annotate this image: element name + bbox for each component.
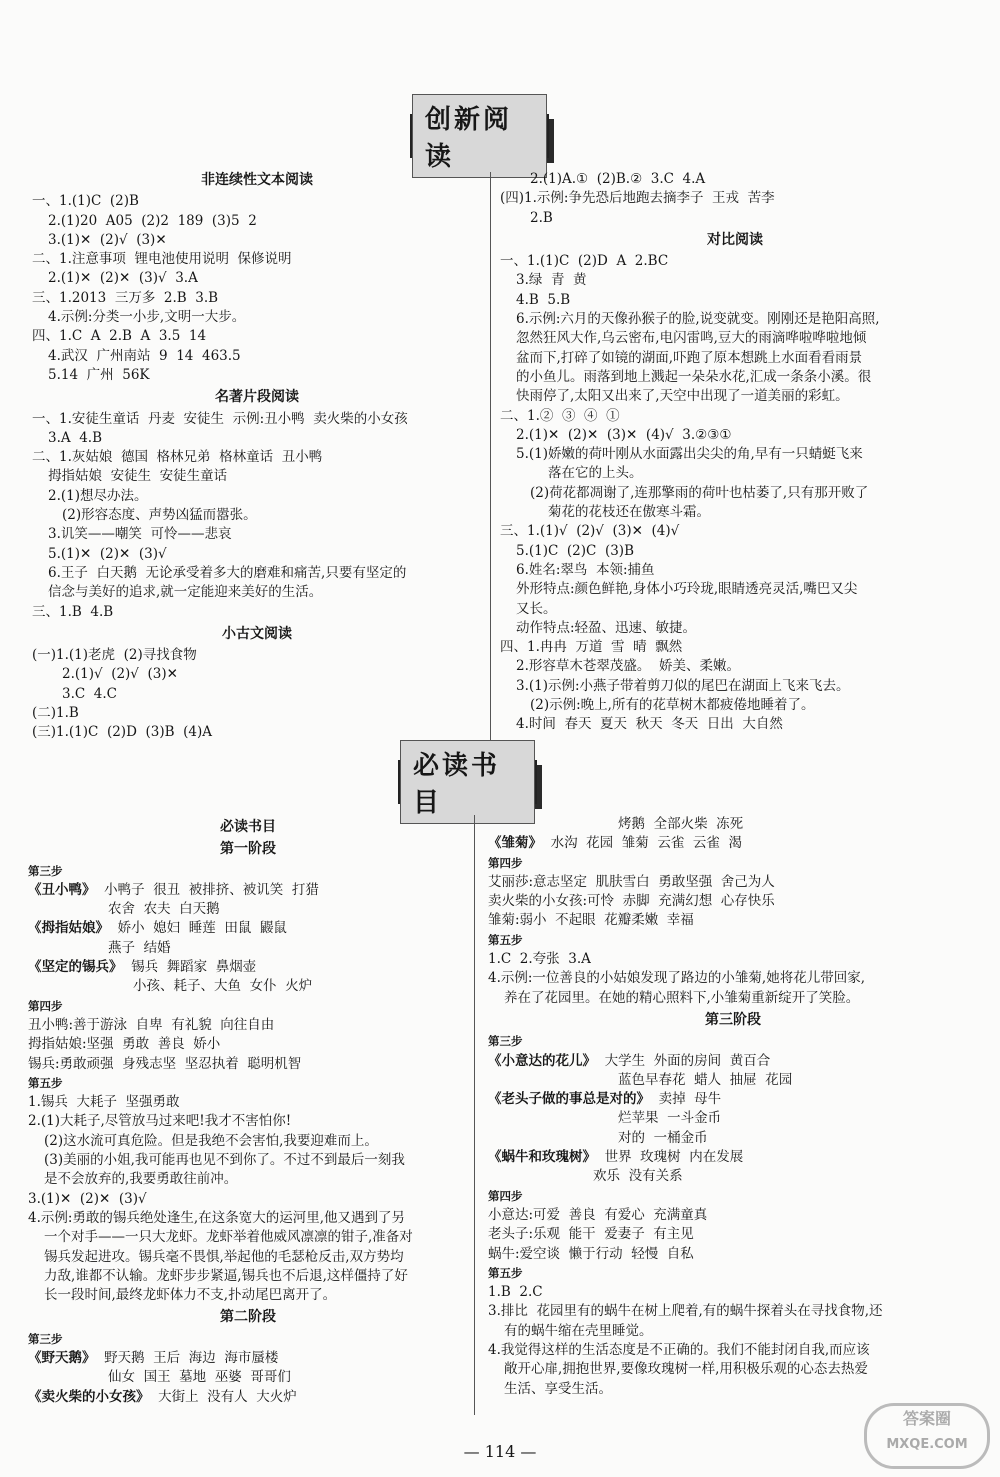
answer-line: 锡兵:勇敢顽强 身残志坚 坚忍执着 聪明机智 xyxy=(28,1055,302,1072)
answer-line: 仙女 国王 墓地 巫婆 哥哥们 xyxy=(108,1369,291,1386)
answer-line: 蓝色早春花 蜡人 抽屉 花园 xyxy=(618,1071,793,1088)
answer-line: 4.示例:勇敢的锡兵绝处逢生,在这条宽大的运河里,他又遇到了另 xyxy=(28,1209,406,1226)
answer-line: 二、1.灰姑娘 德国 格林兄弟 格林童话 丑小鸭 xyxy=(32,449,323,466)
answer-line: 有的蜗牛缩在壳里睡觉。 xyxy=(504,1322,653,1339)
book-answer-line xyxy=(488,1090,978,1109)
answer-line: 的小鱼儿。雨落到地上溅起一朵朵水花,汇成一条条小溪。很 xyxy=(516,368,872,385)
answer-line: 3.(1)示例:小燕子带着剪刀似的尾巴在湖面上飞来飞去。 xyxy=(516,677,850,694)
column-top-right xyxy=(500,170,970,735)
answer-text: 水沟 花园 雏菊 云雀 云雀 渴 xyxy=(542,835,742,852)
step-label: 第五步 xyxy=(28,1075,63,1090)
answer-line: 燕子 结婚 xyxy=(108,939,171,956)
answer-line: 5.(1)娇嫩的荷叶刚从水面露出尖尖的角,早有一只蜻蜓飞来 xyxy=(516,446,863,463)
answer-line: 蜗牛:爱空谈 懒于行动 轻慢 自私 xyxy=(488,1245,694,1262)
answer-line: 小意达:可爱 善良 有爱心 充满童真 xyxy=(488,1206,708,1223)
answer-text: 卖掉 母牛 xyxy=(650,1091,722,1108)
column-top-left xyxy=(32,168,482,743)
section-banner-required-reading xyxy=(398,751,537,818)
book-title: 《雏菊》 xyxy=(488,835,542,852)
step-label: 第三步 xyxy=(28,1331,63,1346)
answer-line: 拇指姑娘 安徒生 安徒生童话 xyxy=(48,468,228,485)
section-heading: 必读书目 xyxy=(220,819,276,835)
step-label: 第四步 xyxy=(488,855,523,870)
answer-line: 二、1.② ③ ④ ① xyxy=(500,407,620,424)
step-label: 第五步 xyxy=(488,932,523,947)
answer-line: 动作特点:轻盈、迅速、敏捷。 xyxy=(516,619,697,636)
answer-line: 生活、享受生活。 xyxy=(504,1380,612,1397)
answer-line: 养在了花园里。在她的精心照料下,小雏菊重新绽开了笑脸。 xyxy=(504,989,860,1006)
answer-text: 世界 玫瑰树 内在发展 xyxy=(596,1149,744,1166)
book-title: 《卖火柴的小女孩》 xyxy=(28,1388,150,1405)
book-answer-line xyxy=(488,1052,978,1071)
answer-line: 5.(1)✕ (2)✕ (3)√ xyxy=(48,545,167,562)
answer-line: 艾丽莎:意志坚定 肌肤雪白 勇敢坚强 舍己为人 xyxy=(488,873,775,890)
book-title: 《丑小鸭》 xyxy=(28,881,96,898)
column-bottom-right xyxy=(488,815,978,1399)
answer-line: 4.示例:一位善良的小姑娘发现了路边的小雏菊,她将花儿带回家, xyxy=(488,970,866,987)
answer-line: 3.A 4.B xyxy=(48,429,103,446)
book-title: 《野天鹅》 xyxy=(28,1350,96,1367)
book-answer-line xyxy=(28,958,468,977)
answer-line: 6.示例:六月的天像孙猴子的脸,说变就变。刚刚还是艳阳高照, xyxy=(516,311,880,328)
answer-line: 力敌,谁都不认输。龙虾步步紧逼,锡兵也不后退,这样僵持了好 xyxy=(44,1267,408,1284)
answer-line: 6.王子 白天鹅 无论承受着多大的磨难和痛苦,只要有坚定的 xyxy=(48,564,407,581)
answer-line: 烤鹅 全部火柴 冻死 xyxy=(618,816,744,832)
answer-line: (2)示例:晚上,所有的花草树木都疲倦地睡着了。 xyxy=(530,697,815,714)
answer-line: 4.武汉 广州南站 9 14 463.5 xyxy=(48,347,241,364)
step-label: 第五步 xyxy=(488,1265,523,1280)
answer-line: (2)这水流可真危险。但是我绝不会害怕,我要迎难而上。 xyxy=(44,1132,378,1149)
book-title: 《小意达的花儿》 xyxy=(488,1052,596,1069)
answer-line: 落在它的上头。 xyxy=(548,465,643,482)
section-heading: 第二阶段 xyxy=(220,1309,276,1326)
section-heading: 小古文阅读 xyxy=(222,625,292,642)
answer-line: 4.时间 春天 夏天 秋天 冬天 日出 大自然 xyxy=(516,716,783,733)
answer-line: 4.示例:分类一小步,文明一大步。 xyxy=(48,309,246,326)
answer-line: 2.(1)20 A05 (2)2 189 (3)5 2 xyxy=(48,212,257,229)
answer-line: 1.C 2.夸张 3.A xyxy=(488,951,591,968)
answer-line: 5.(1)C (2)C (3)B xyxy=(516,542,634,559)
answer-line: 一、1.安徒生童话 丹麦 安徒生 示例:丑小鸭 卖火柴的小女孩 xyxy=(32,410,408,427)
book-answer-line xyxy=(28,881,468,900)
answer-text: 大街上 没有人 大火炉 xyxy=(149,1388,297,1405)
answer-line: 3.(1)✕ (2)√ (3)✕ xyxy=(48,231,167,248)
answer-text: 锡兵 舞蹈家 鼻烟壶 xyxy=(122,959,257,976)
answer-line: 一个对手——一只大龙虾。龙虾举着他威风凛凛的钳子,准备对 xyxy=(44,1229,413,1246)
answer-line: (一)1.(1)老虎 (2)寻找食物 xyxy=(32,647,197,664)
answer-line: 2.(1)想尽办法。 xyxy=(48,487,148,504)
answer-line: 2.(1)大耗子,尽管放马过来吧!我才不害怕你! xyxy=(28,1113,292,1130)
answer-line: 4.我觉得这样的生活态度是不正确的。我们不能封闭自我,而应该 xyxy=(488,1342,870,1359)
answer-line: 信念与美好的追求,就一定能迎来美好的生活。 xyxy=(48,584,323,601)
section-banner-innovative-reading xyxy=(410,105,549,172)
answer-line: 拇指姑娘:坚强 勇敢 善良 娇小 xyxy=(28,1036,221,1053)
answer-line: 丑小鸭:善于游泳 自卑 有礼貌 向往自由 xyxy=(28,1016,275,1033)
book-title: 《老头子做的事总是对的》 xyxy=(488,1091,650,1108)
answer-line: 3.讥笑——嘲笑 可怜——悲哀 xyxy=(48,526,232,543)
answer-line: 1.B 2.C xyxy=(488,1284,543,1301)
answer-line: 5.14 广州 56K xyxy=(48,366,150,383)
step-label: 第三步 xyxy=(488,1034,523,1049)
book-answer-line xyxy=(28,1388,468,1407)
column-divider-bottom xyxy=(474,815,475,1415)
answer-line: 盆而下,打碎了如镜的湖面,吓跑了原本想跳上水面看看雨景 xyxy=(516,349,863,366)
step-label: 第四步 xyxy=(28,998,63,1013)
book-title: 《拇指姑娘》 xyxy=(28,920,109,937)
answer-line: 2.(1)✕ (2)✕ (3)√ 3.A xyxy=(48,270,198,287)
book-answer-line xyxy=(488,834,978,853)
answer-text: 小鸭子 很丑 被排挤、被讥笑 打猎 xyxy=(95,881,319,898)
answer-line: 外形特点:颜色鲜艳,身体小巧玲珑,眼睛透亮灵活,嘴巴又尖 xyxy=(516,581,858,598)
answer-line: 是不会放弃的,我要勇敢往前冲。 xyxy=(44,1171,238,1188)
answer-line: 三、1.2013 三万多 2.B 3.B xyxy=(32,289,219,306)
answer-line: 6.姓名:翠鸟 本领:捕鱼 xyxy=(516,561,655,578)
answer-line: (2)荷花都凋谢了,连那擎雨的荷叶也枯萎了,只有那开败了 xyxy=(530,484,869,501)
book-title: 《坚定的锡兵》 xyxy=(28,959,123,976)
answer-line: 卖火柴的小女孩:可怜 赤脚 充满幻想 心存快乐 xyxy=(488,893,775,910)
step-label: 第三步 xyxy=(28,863,63,878)
page-number: — 114 — xyxy=(463,1442,537,1461)
column-bottom-left xyxy=(28,815,468,1407)
answer-line: 二、1.注意事项 锂电池使用说明 保修说明 xyxy=(32,251,292,268)
answer-line: 小孩、耗子、大鱼 女仆 火炉 xyxy=(133,978,313,995)
answer-line: 锡兵发起进攻。锡兵毫不畏惧,举起他的毛瑟枪反击,双方势均 xyxy=(44,1248,404,1265)
answer-line: 三、1.B 4.B xyxy=(32,603,114,620)
answer-line: 2.形容草木苍翠茂盛。 娇美、柔嫩。 xyxy=(516,658,740,675)
answer-line: 2.B xyxy=(530,209,553,226)
answer-line: 一、1.(1)C (2)B xyxy=(32,193,139,210)
answer-line: 3.C 4.C xyxy=(62,685,118,702)
answer-line: 2.(1)✕ (2)✕ (3)✕ (4)√ 3.②③① xyxy=(516,426,732,443)
section-heading: 名著片段阅读 xyxy=(215,389,299,406)
step-label: 第四步 xyxy=(488,1188,523,1203)
answer-line: 对的 一桶金币 xyxy=(618,1129,708,1146)
answer-line: 2.(1)√ (2)√ (3)✕ xyxy=(62,666,178,683)
answer-line: (二)1.B xyxy=(32,705,79,722)
section-heading: 第三阶段 xyxy=(705,1011,761,1028)
answer-line: 3.绿 青 黄 xyxy=(516,272,587,289)
answer-line: 1.锡兵 大耗子 坚强勇敢 xyxy=(28,1094,180,1111)
section-heading: 非连续性文本阅读 xyxy=(201,172,313,188)
banner-label: 必读书目 xyxy=(400,740,535,824)
book-answer-line xyxy=(28,919,468,938)
answer-line: 忽然狂风大作,乌云密布,电闪雷鸣,豆大的雨滴哗啦哗啦地倾 xyxy=(516,330,867,347)
answer-line: 3.排比 花园里有的蜗牛在树上爬着,有的蜗牛探着头在寻找食物,还 xyxy=(488,1303,883,1320)
answer-text: 娇小 媳妇 睡莲 田鼠 鼹鼠 xyxy=(109,920,287,937)
answer-line: 烂苹果 一斗金币 xyxy=(618,1110,722,1127)
answer-line: 一、1.(1)C (2)D A 2.BC xyxy=(500,253,669,270)
answer-text: 大学生 外面的房间 黄百合 xyxy=(596,1052,771,1069)
book-answer-line xyxy=(488,1148,978,1167)
watermark-logo xyxy=(864,1403,990,1469)
banner-label: 创新阅读 xyxy=(412,94,547,178)
book-answer-line xyxy=(28,1349,468,1368)
answer-line: 3.(1)✕ (2)✕ (3)√ xyxy=(28,1190,147,1207)
book-title: 《蜗牛和玫瑰树》 xyxy=(488,1149,596,1166)
answer-line: 四、1.冉冉 万道 雪 晴 飘然 xyxy=(500,639,683,656)
answer-line: (四)1.示例:争先恐后地跑去摘李子 王戎 苦李 xyxy=(500,190,775,207)
answer-line: 菊花的花枝还在傲寒斗霜。 xyxy=(548,504,710,521)
section-heading: 对比阅读 xyxy=(707,231,763,248)
answer-line: 四、1.C A 2.B A 3.5 14 xyxy=(32,328,207,345)
answer-line: 快雨停了,太阳又出来了,天空中出现了一道美丽的彩虹。 xyxy=(516,388,849,405)
answer-line: 4.B 5.B xyxy=(516,291,571,308)
answer-line: 农舍 农夫 白天鹅 xyxy=(108,901,220,918)
answer-line: 又长。 xyxy=(516,600,557,617)
answer-text: 野天鹅 王后 海边 海市蜃楼 xyxy=(95,1350,279,1367)
answer-line: 长一段时间,最终龙虾体力不支,扑动尾巴离开了。 xyxy=(44,1287,337,1304)
answer-line: (3)美丽的小姐,我可能再也见不到你了。不过不到最后一刻我 xyxy=(44,1152,405,1169)
answer-line: (三)1.(1)C (2)D (3)B (4)A xyxy=(32,724,212,741)
answer-line: 欢乐 没有关系 xyxy=(593,1168,683,1185)
answer-line: (2)形容态度、声势凶猛而嚣张。 xyxy=(62,507,257,524)
answer-line: 老头子:乐观 能干 爱妻子 有主见 xyxy=(488,1226,694,1243)
answer-line: 2.(1)A.① (2)B.② 3.C 4.A xyxy=(530,171,706,187)
answer-line: 敞开心扉,拥抱世界,要像玫瑰树一样,用积极乐观的心态去热爱 xyxy=(504,1361,868,1378)
watermark-url: MXQE.COM xyxy=(886,1437,968,1452)
answer-line: 三、1.(1)√ (2)√ (3)✕ (4)√ xyxy=(500,523,680,540)
watermark-text: 答案圈 xyxy=(902,1409,951,1428)
answer-line: 雏菊:弱小 不起眼 花瓣柔嫩 幸福 xyxy=(488,912,694,929)
section-heading: 第一阶段 xyxy=(220,841,276,858)
column-divider-top xyxy=(490,172,491,750)
